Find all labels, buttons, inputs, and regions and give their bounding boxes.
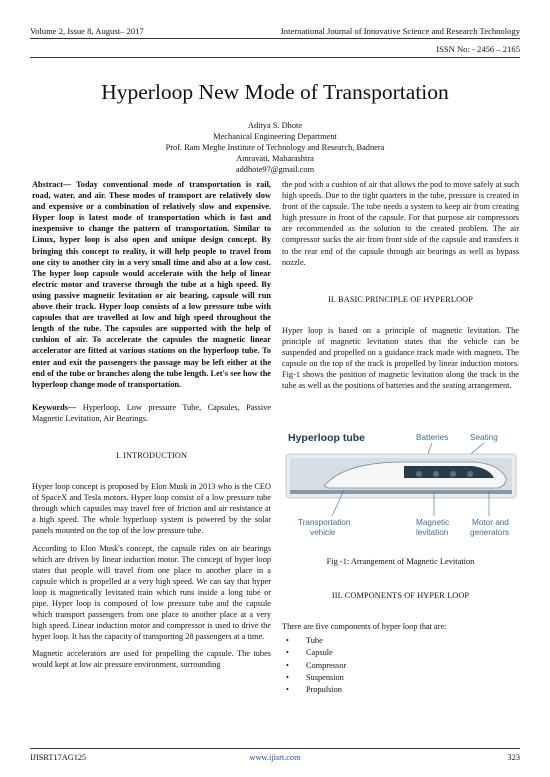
- components-intro: There are five components of hyper loop that are:: [282, 622, 447, 632]
- label-maglev-2: levitation: [416, 528, 449, 537]
- header-rule-bottom: [30, 57, 520, 58]
- figure-title: Hyperloop tube: [288, 432, 366, 444]
- journal-website-link[interactable]: www.ijisrt.com: [249, 753, 301, 762]
- paper-code: IJISRT17AG125: [30, 753, 87, 762]
- keywords-text: Hyperloop, Low pressure Tube, Capsules, Passive Magnetic Levitation, Air Bearings.: [32, 402, 271, 423]
- seat-icon: [450, 471, 456, 477]
- journal-name: International Journal of Innovative Science and Research Technology: [280, 26, 520, 36]
- section-heading-basic-principle: II. BASIC PRINCIPLE OF HYPERLOOP: [328, 294, 473, 304]
- list-item: • Capsule: [300, 647, 346, 659]
- intro-paragraph-3: Magnetic accelerators are used for propelling the capsule. The tubes would kept at low air pressure environment, surrounding: [32, 649, 271, 670]
- list-item: • Propulsion: [300, 684, 346, 696]
- footer-rule: [30, 748, 520, 749]
- label-maglev-1: Magnetic: [416, 518, 450, 527]
- right-paragraph-1: the pod with a cushion of air that allows the pod to move safely at such high speeds. Due to the tight quarters in the tube, pressure is created in front of the capsule. The tube needs a system to keep air from creating high pressure in front of the capsule. For that purpose air compressors are recommended as the solution to the created problem. The air compressor sucks the air from front side of the capsule and transfers it to the rear end of the capsule through air bearings as well as bypass nozzle.: [282, 180, 519, 267]
- author-institute: Prof. Ram Meghe Institute of Technology and Research, Badnera: [165, 143, 385, 152]
- components-section: [282, 590, 519, 638]
- seat-icon: [467, 471, 473, 477]
- label-seating: Seating: [470, 433, 498, 442]
- intro-paragraph-2: According to Elon Musk's concept, the capsule rides on air bearings which are driven by linear induction motor. The concept of hyper loop states that people will travel from one place to another place in a capsule which is propelled at a very high speed. We can say that hyper loop is magnetically levitated train which runs inside a long tube or pipe. Hyper loop is composed of low pressure tube and the capsule which transport passengers from one place to another place at a very high speed. Linear induction motor and compressor is used to drive the hyper loop. It has the capacity of transporting 28 passengers at a time.: [32, 543, 271, 642]
- list-item: • Suspension: [300, 672, 346, 684]
- page-number: 323: [507, 753, 520, 762]
- issn: ISSN No: - 2456 – 2165: [436, 44, 520, 54]
- label-transport-1: Transportation: [298, 518, 351, 527]
- seat-icon: [433, 471, 439, 477]
- author-block: [0, 120, 550, 175]
- author-department: Mechanical Engineering Department: [213, 132, 337, 141]
- author-email[interactable]: addhote97@gmail.com: [235, 165, 315, 174]
- header-rule-top: [30, 38, 520, 39]
- section-heading-components: III. COMPONENTS OF HYPER LOOP: [331, 591, 470, 600]
- guidance-track: [290, 490, 512, 494]
- paper-title: Hyperloop New Mode of Transportation: [101, 80, 449, 104]
- abstract: Abstract— Today conventional mode of transportation is rail, road, water, and air. These modes of transport are relatively slow and expensive or a combination of relatively slow and expensive. Hyper loop is latest mode of transportation which is fast and inexpensive to change the pattern of transportation. Similar to Linux, hyper loop is also open and unique design concept. By bringing this concept to reality, it will help people to travel from one city to another city in a very small time and also at a low cost. The hyper loop capsule would accelerate with the help of linear electric motor and traverse through the tube at a high speed. By using passive magnetic levitation or air bearing, capsule will run above their track. Hyper loop consists of a low pressure tube with capsules that are travelled at low and high speed throughout the length of the tube. The capsules are supported with the help of cushion of air. To accelerate the capsules the magnetic linear accelerator are fitted at various stations on the hyperloop tube. To enter and exit the passengers the passage may be left either at the end of the tube or branches along the tube length. Let's see how the hyperloop change mode of transportation.: [32, 180, 271, 389]
- keywords-label: Keywords—: [32, 402, 77, 412]
- label-motor-2: generators: [470, 528, 510, 537]
- section-heading-introduction: I. INTRODUCTION: [115, 450, 188, 460]
- left-column: [32, 179, 271, 677]
- basic-principle-paragraph: Hyper loop is based on a principle of magnetic levitation. The principle of magnetic levitation states that the vehicle can be suspended and propelled on a guidance track made with magnets. The capsule on the top of the track is propelled by linear induction motors. Fig-1 shows the position of magnetic levitation along the track in the tube as well as the positions of batteries and the seating arrangement.: [282, 325, 519, 391]
- label-batteries: Batteries: [416, 433, 449, 442]
- figure-caption: Fig -1: Arrangement of Magnetic Levitation: [326, 557, 475, 566]
- volume-issue: Volume 2, Issue 8, August– 2017: [30, 26, 144, 36]
- seat-icon: [416, 471, 422, 477]
- list-item: • Tube: [300, 635, 346, 647]
- author-name: Aditya S. Dhote: [247, 121, 303, 130]
- list-item: • Compressor: [300, 660, 346, 672]
- right-column: [282, 179, 519, 397]
- components-list: [300, 635, 346, 696]
- label-motor-1: Motor and: [472, 518, 509, 527]
- author-city: Amravati, Maharashtra: [236, 154, 314, 163]
- label-transport-2: vehicle: [310, 528, 336, 537]
- intro-paragraph-1: Hyper loop concept is proposed by Elon Musk in 2013 who is the CEO of SpaceX and Tesla motors. Hyper loop consist of a low pressure tube through which capsules may travel free of friction and air resistance at a high speed. The whole hyperloop system is powered by the solar panels mounted on the top of the low pressure tube.: [32, 482, 271, 536]
- keywords: [32, 402, 271, 424]
- hyperloop-figure: [284, 428, 518, 548]
